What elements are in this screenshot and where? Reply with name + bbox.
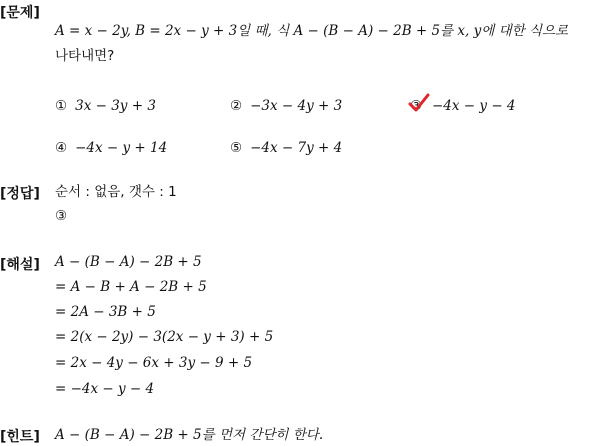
choice-1[interactable]	[55, 98, 156, 114]
choice-3[interactable]	[410, 98, 516, 114]
choice-expression: −4x − y − 4	[432, 98, 516, 114]
choice-number: ④	[55, 140, 68, 156]
choice-expression: 3x − 3y + 3	[75, 98, 156, 114]
solution-step-5: = 2x − 4y − 6x + 3y − 9 + 5	[55, 355, 253, 371]
problem-line-2: 나타내면?	[55, 48, 115, 64]
solution-step-4: = 2(x − 2y) − 3(2x − y + 3) + 5	[55, 329, 274, 345]
checkmark-icon	[408, 92, 430, 114]
answer-meta: 순서 : 없음, 갯수 : 1	[55, 184, 177, 200]
solution-step-3: = 2A − 3B + 5	[55, 304, 156, 320]
choice-4[interactable]	[55, 140, 167, 156]
hint-text: A − (B − A) − 2B + 5를 먼저 간단히 한다.	[55, 427, 324, 443]
choice-expression: −4x − 7y + 4	[250, 140, 343, 156]
hint-label: [힌트]	[0, 429, 40, 445]
solution-label: [해설]	[0, 257, 40, 273]
solution-step-1: A − (B − A) − 2B + 5	[55, 254, 202, 270]
answer-value: ③	[55, 208, 68, 224]
choice-number: ⑤	[230, 140, 243, 156]
choice-number: ③	[410, 98, 423, 114]
choice-number: ②	[230, 98, 243, 114]
solution-step-6: = −4x − y − 4	[55, 381, 155, 397]
problem-label: [문제]	[0, 5, 40, 21]
solution-step-2: = A − B + A − 2B + 5	[55, 279, 207, 295]
choice-expression: −3x − 4y + 3	[250, 98, 343, 114]
choice-number: ①	[55, 98, 68, 114]
selected-answer-marker	[410, 98, 424, 114]
choice-5[interactable]	[230, 140, 342, 156]
choice-expression: −4x − y + 14	[75, 140, 168, 156]
choice-2[interactable]	[230, 98, 342, 114]
answer-label: [정답]	[0, 186, 40, 202]
problem-line-1: A = x − 2y, B = 2x − y + 3일 때, 식 A − (B − A) − 2B + 5를 x, y에 대한 식으로	[55, 23, 569, 39]
